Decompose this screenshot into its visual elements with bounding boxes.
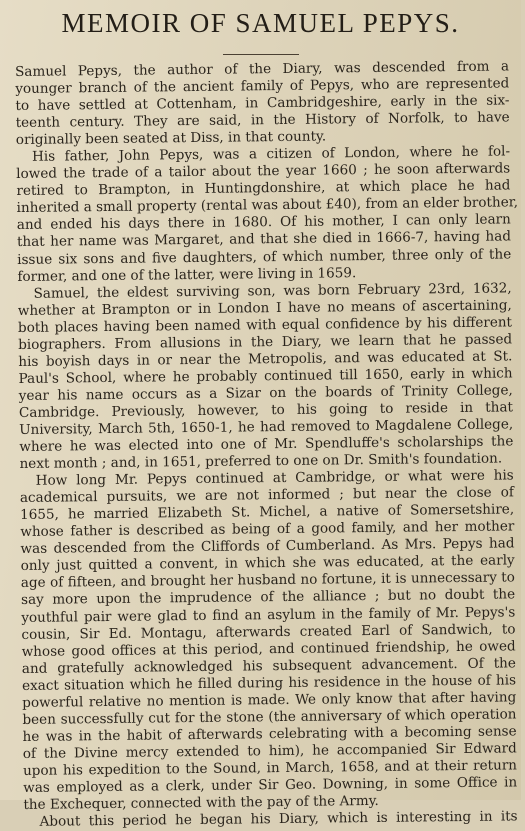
text-line: whether at Brampton or in London I have no means of ascertaining, [17, 297, 512, 319]
text-line: younger branch of the ancient family of Pepys, who are represented [15, 75, 510, 98]
text-line: upon his expedition to the Sound, in March, 1658, and at their return [22, 757, 518, 779]
text-line: was descended from the Cliffords of Cumberland. As Mrs. Pepys had [20, 535, 515, 558]
text-line: whose good offices at this period, and continued friendship, he owed [21, 637, 516, 660]
text-line: His father, John Pepys, was a citizen of London, where he fol- [31, 143, 511, 166]
text-line: only just quitted a convent, in which she was educated, at the early [20, 552, 515, 575]
text-line: teenth century. They are said, in the History of Norfolk, to have [15, 109, 510, 132]
text-line: exact situation which he filled during his residence in the house of his [21, 672, 517, 694]
text-line: academical pursuits, we are not informed ; but near the close of [19, 484, 514, 507]
text-line: Cambridge. Previously, however, to his going to reside in that [18, 399, 514, 421]
text-line: that her name was Margaret, and that she died in 1666-7, having had [16, 228, 512, 251]
text-line: been successfully cut for the stone (the anniversary of which operation [22, 706, 517, 728]
text-line: originally been seated at Diss, in that county. [15, 128, 327, 149]
text-line: to have settled at Cottenham, in Cambridgeshire, early in the six- [15, 92, 510, 115]
text-line: was employed as a clerk, under Sir Geo. Downing, in some Office in [23, 774, 518, 796]
text-line: and ended his days there in 1680. Of his mother, I can only learn [16, 211, 511, 234]
text-line: lowed the trade of a tailor about the year 1660 ; he soon afterwards [16, 160, 511, 183]
text-line: biographers. From allusions in the Diary, we learn that he passed [18, 331, 513, 353]
text-line: the Exchequer, connected with the pay of the Army. [23, 792, 379, 813]
text-line: age of fifteen, and brought her husband no fortune, it is unnecessary to [20, 569, 515, 592]
text-line: Samuel, the eldest surviving son, was born February 23rd, 1632, [33, 279, 512, 302]
text-line: whose father is described as being of a good family, and her mother [20, 518, 515, 541]
text-line: and gratefully acknowledged his subsequent advancement. Of the [21, 654, 516, 677]
text-line: Paul's School, where he probably continued till 1650, early in which [18, 365, 513, 387]
text-line: How long Mr. Pepys continued at Cambridge, or what were his [35, 467, 514, 489]
text-line: cousin, Sir Ed. Montagu, afterwards created Earl of Sandwich, to [21, 620, 516, 643]
text-line: 1655, he married Elizabeth St. Michel, a native of Somersetshire, [20, 501, 515, 524]
text-line: say more upon the imprudence of the alliance ; but no doubt the [20, 586, 516, 609]
page-title: MEMOIR OF SAMUEL PEPYS. [61, 8, 460, 38]
text-line: of the Divine mercy extended to him), he accompanied Sir Edward [22, 740, 517, 762]
text-line: both places having been named with equal confidence by his different [17, 314, 513, 336]
text-line: next month ; and, in 1651, preferred to one on Dr. Smith's foundation. [19, 450, 503, 473]
text-line: former, and one of the latter, were living in 1659. [17, 264, 357, 285]
text-line: University, March 5th, 1650-1, he had removed to Magdalene College, [19, 416, 514, 438]
text-line: his boyish days in or near the Metropolis, and was educated at St. [18, 348, 513, 370]
text-line: youthful pair were glad to find an asylum in the family of Mr. Pepys's [21, 603, 516, 626]
text-line: About this period he began his Diary, which is interesting in its [39, 808, 518, 830]
text-line: where he was elected into one of Mr. Spendluffe's scholarships the [19, 433, 514, 456]
text-line: powerful relative no mention is made. We only know that after having [22, 689, 517, 711]
text-line: he was in the habit of afterwards celebrating with a becoming sense [22, 723, 517, 745]
text-line: inherited a small property (rental was about £40), from an elder brother, [16, 194, 519, 217]
title-rule [223, 54, 299, 55]
memoir-body [15, 58, 518, 831]
text-line: year his name occurs as a Sizar on the boards of Trinity College, [18, 382, 513, 404]
text-line: issue six sons and five daughters, of which number, three only of the [17, 245, 512, 268]
text-line: Samuel Pepys, the author of the Diary, was descended from a [15, 58, 510, 80]
text-line: retired to Brampton, in Huntingdonshire, at which place he had [16, 177, 511, 200]
